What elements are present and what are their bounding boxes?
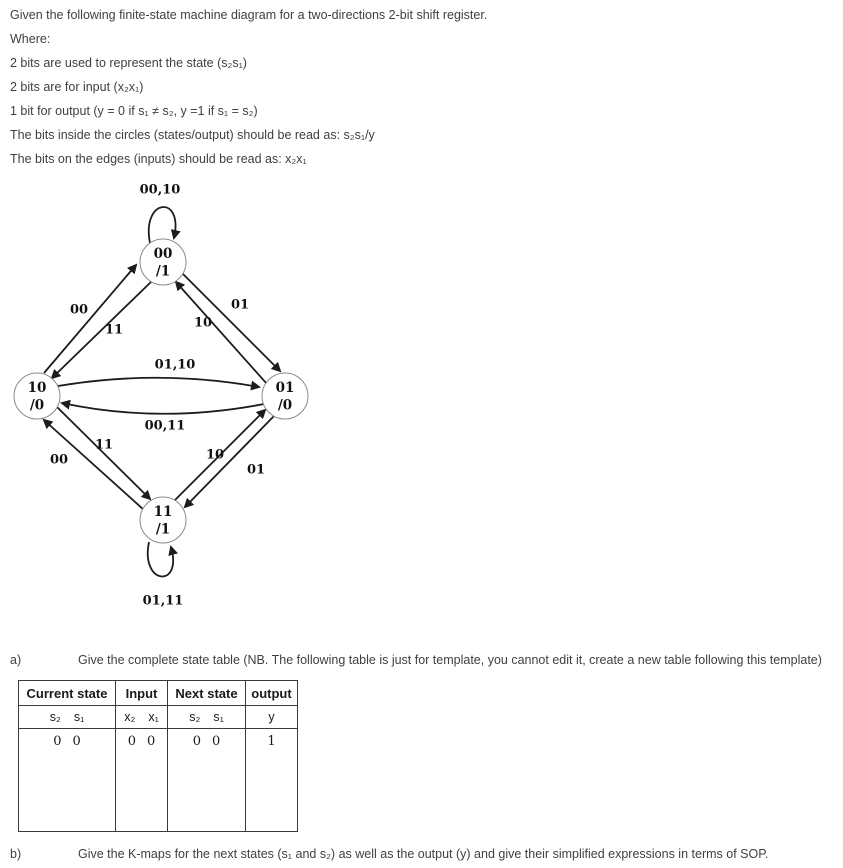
section-b [10, 846, 768, 862]
output-label-11: /1 [155, 521, 171, 538]
edge-loop-11 [148, 542, 173, 576]
section-a [10, 652, 822, 668]
state-label-00: 00 [153, 246, 173, 262]
section-a-text: Give the complete state table (NB. The following table is just for template, you cannot edit it, create a new table following this template) [78, 653, 822, 667]
state-label-01: 01 [275, 380, 295, 396]
subheader-input [116, 706, 168, 729]
cell-next-s1: 0 [212, 734, 221, 749]
edge-10-to-01 [58, 378, 259, 387]
intro-line-2: Where: [10, 32, 51, 46]
edge-label-01-to-11: 01 [246, 462, 266, 478]
state-label-11: 11 [153, 504, 173, 520]
cell-input [116, 729, 168, 832]
edge-00-to-10 [52, 281, 152, 378]
cell-s1: 0 [72, 734, 81, 749]
state-table [18, 680, 298, 832]
section-a-label: a) [10, 653, 22, 667]
edge-10-to-11 [57, 407, 150, 499]
state-label-10: 10 [27, 380, 47, 396]
edge-label-11-to-01: 10 [205, 447, 225, 463]
state-table-data-row [19, 729, 298, 832]
subheader-s1: s₁ [73, 710, 85, 724]
cell-next-s2: 0 [192, 734, 201, 749]
edge-label-10-to-11: 11 [94, 437, 114, 453]
state-table-header-row [19, 681, 298, 706]
output-label-10: /0 [29, 397, 45, 414]
edge-10-to-00 [44, 265, 136, 373]
subheader-y-label: y [268, 710, 275, 724]
question-intro [10, 3, 487, 171]
fsm-diagram [0, 175, 340, 620]
subheader-y [246, 706, 298, 729]
edge-label-01-to-00: 10 [193, 315, 213, 331]
subheader-x1: x₁ [148, 710, 159, 724]
edge-01-to-10 [62, 403, 264, 414]
cell-output [246, 729, 298, 832]
subheader-x2: x₂ [124, 710, 136, 724]
edge-label-00-to-01: 01 [230, 297, 250, 313]
edge-label-loop-00: 00,10 [139, 182, 181, 198]
output-label-00: /1 [155, 263, 171, 280]
header-input: Input [116, 681, 168, 706]
intro-line-5: 1 bit for output (y = 0 if s₁ ≠ s₂, y =1 if s₁ = s₂) [10, 104, 258, 118]
state-node-00 [140, 239, 186, 285]
edge-label-loop-11: 01,11 [142, 593, 184, 609]
cell-current-state [19, 729, 116, 832]
cell-y: 1 [267, 734, 276, 749]
edge-label-11-to-10: 00 [49, 452, 69, 468]
subheader-s2: s₂ [49, 710, 61, 724]
header-next-state: Next state [168, 681, 246, 706]
fsm-nodes [14, 239, 308, 543]
intro-line-1: Given the following finite-state machine diagram for a two-directions 2-bit shift register. [10, 8, 488, 22]
section-b-text: Give the K-maps for the next states (s₁ and s₂) as well as the output (y) and give their simplified expressions in terms of SOP. [78, 847, 769, 861]
cell-next-state [168, 729, 246, 832]
intro-line-7: The bits on the edges (inputs) should be read as: x₂x₁ [10, 152, 307, 166]
cell-s2: 0 [53, 734, 62, 749]
header-current-state: Current state [19, 681, 116, 706]
edge-label-01-to-10: 00,11 [144, 418, 186, 434]
section-b-label: b) [10, 847, 22, 861]
subheader-next-s2: s₂ [189, 710, 201, 724]
state-node-01 [262, 373, 308, 419]
edge-label-10-to-01: 01,10 [154, 357, 196, 373]
intro-line-3: 2 bits are used to represent the state (s₂s₁) [10, 56, 247, 70]
cell-x2: 0 [127, 734, 136, 749]
edge-label-10-to-00: 00 [69, 302, 89, 318]
state-table-subheader-row [19, 706, 298, 729]
intro-line-4: 2 bits are for input (x₂x₁) [10, 80, 144, 94]
intro-line-6: The bits inside the circles (states/output) should be read as: s₂s₁/y [10, 128, 375, 142]
subheader-next-state [168, 706, 246, 729]
state-node-10 [14, 373, 60, 419]
state-node-11 [140, 497, 186, 543]
edge-loop-00 [149, 207, 176, 243]
edge-01-to-11 [185, 416, 274, 507]
header-output: output [246, 681, 298, 706]
subheader-next-s1: s₁ [213, 710, 224, 724]
edge-label-00-to-10: 11 [104, 322, 124, 338]
output-label-01: /0 [277, 397, 293, 414]
subheader-current-state [19, 706, 116, 729]
cell-x1: 0 [147, 734, 156, 749]
